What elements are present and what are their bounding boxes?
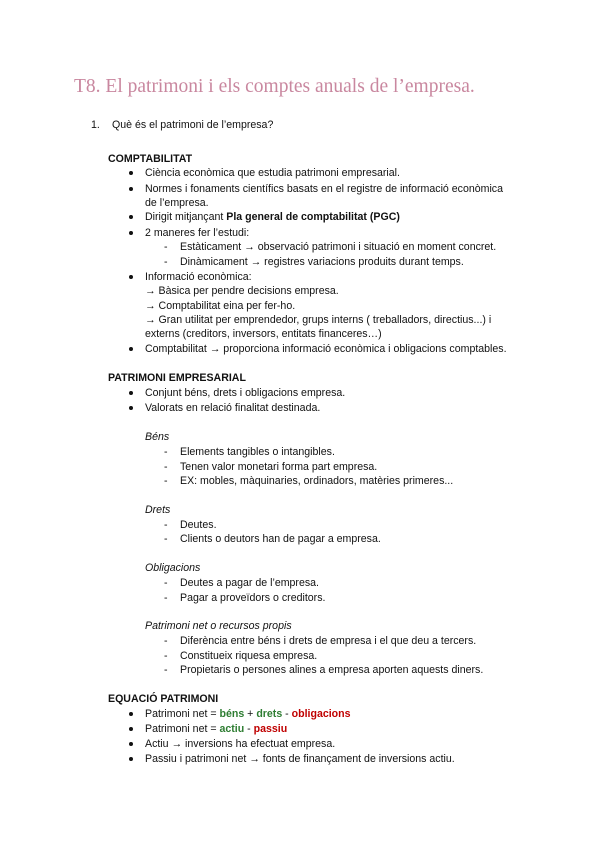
- bens-label: Béns: [145, 431, 170, 443]
- net-item: Constitueix riquesa empresa.: [180, 650, 318, 662]
- comptabilitat-bullet-2a: Normes i fonaments científics basats en el registre de informació econòmica: [145, 183, 503, 195]
- bullet: [129, 275, 133, 279]
- dash: -: [164, 519, 168, 531]
- dash: -: [164, 475, 168, 487]
- bens-item: Tenen valor monetari forma part empresa.: [180, 461, 378, 473]
- patrimoni-bullet-2: Valorats en relació finalitat destinada.: [145, 402, 321, 414]
- info-line-2: → Comptabilitat eina per fer-ho.: [145, 300, 296, 312]
- sub-estaticament: Estàticament → observació patrimoni i situació en moment concret.: [180, 241, 497, 253]
- eq-passiu: passiu: [253, 723, 288, 735]
- dash: -: [164, 635, 168, 647]
- comptabilitat-bullet-5: Informació econòmica:: [145, 271, 252, 283]
- equacio-heading: EQUACIÓ PATRIMONI: [108, 693, 219, 705]
- eq-obligacions: obligacions: [291, 708, 351, 720]
- dash: -: [164, 664, 168, 676]
- eq-actiu: actiu: [219, 723, 245, 735]
- info-line-3b: externs (creditors, inversors, entitats financeres…): [145, 328, 382, 340]
- page-title: T8. El patrimoni i els comptes anuals de l’empresa.: [74, 76, 475, 97]
- dash: -: [164, 461, 168, 473]
- comptabilitat-bullet-6: Comptabilitat → proporciona informació econòmica i obligacions comptables.: [145, 343, 507, 355]
- bullet: [129, 406, 133, 410]
- net-item: Propietaris o persones alines a empresa aporten aquests diners.: [180, 664, 484, 676]
- dash: -: [164, 592, 168, 604]
- minus-sign: -: [244, 723, 254, 735]
- comptabilitat-bullet-1: Ciència econòmica que estudia patrimoni empresarial.: [145, 167, 400, 179]
- plus-sign: +: [244, 708, 257, 720]
- pgc-bold: Pla general de comptabilitat (PGC): [226, 211, 400, 223]
- comptabilitat-bullet-4: 2 maneres fer l’estudi:: [145, 227, 250, 239]
- question-number: 1.: [91, 119, 100, 131]
- patrimoni-heading: PATRIMONI EMPRESARIAL: [108, 372, 246, 384]
- equacio-line-1: [145, 707, 351, 721]
- bullet: [129, 171, 133, 175]
- bullet: [129, 347, 133, 351]
- equacio-line-3: Actiu → inversions ha efectuat empresa.: [145, 738, 336, 750]
- drets-label: Drets: [145, 504, 171, 516]
- bullet: [129, 215, 133, 219]
- b3-prefix: Dirigit mitjançant: [145, 211, 227, 223]
- minus-sign: -: [282, 708, 292, 720]
- comptabilitat-bullet-3: [145, 210, 400, 224]
- eq2-prefix: Patrimoni net =: [145, 723, 220, 735]
- bens-item: Elements tangibles o intangibles.: [180, 446, 335, 458]
- dash: -: [164, 533, 168, 545]
- drets-item: Deutes.: [180, 519, 217, 531]
- bullet: [129, 187, 133, 191]
- obligacions-label: Obligacions: [145, 562, 201, 574]
- dash: -: [164, 650, 168, 662]
- dash: -: [164, 241, 168, 253]
- bullet: [129, 727, 133, 731]
- eq-drets: drets: [256, 708, 283, 720]
- equacio-line-4: Passiu i patrimoni net → fonts de finançament de inversions actiu.: [145, 753, 455, 765]
- sub-dinamicament: Dinàmicament → registres variacions produits durant temps.: [180, 256, 464, 268]
- patrimoni-bullet-1: Conjunt béns, drets i obligacions empresa.: [145, 387, 346, 399]
- bullet: [129, 757, 133, 761]
- comptabilitat-bullet-2b: de l’empresa.: [145, 197, 209, 209]
- bullet: [129, 231, 133, 235]
- info-line-3a: → Gran utilitat per emprendedor, grups interns ( treballadors, directius...) i: [145, 314, 492, 326]
- dash: -: [164, 256, 168, 268]
- obligacions-item: Deutes a pagar de l’empresa.: [180, 577, 319, 589]
- equacio-line-2: [145, 722, 287, 736]
- eq1-prefix: Patrimoni net =: [145, 708, 220, 720]
- bullet: [129, 742, 133, 746]
- net-item: Diferència entre béns i drets de empresa i el que deu a tercers.: [180, 635, 477, 647]
- dash: -: [164, 577, 168, 589]
- bullet: [129, 712, 133, 716]
- patrimoni-net-label: Patrimoni net o recursos propis: [145, 620, 292, 632]
- bullet: [129, 391, 133, 395]
- drets-item: Clients o deutors han de pagar a empresa.: [180, 533, 381, 545]
- comptabilitat-heading: COMPTABILITAT: [108, 153, 193, 165]
- obligacions-item: Pagar a proveïdors o creditors.: [180, 592, 326, 604]
- question-text: Què és el patrimoni de l’empresa?: [112, 119, 274, 131]
- dash: -: [164, 446, 168, 458]
- eq-bens: béns: [219, 708, 245, 720]
- info-line-1: → Bàsica per pendre decisions empresa.: [145, 285, 339, 297]
- bens-item: EX: mobles, màquinaries, ordinadors, matèries primeres...: [180, 475, 454, 487]
